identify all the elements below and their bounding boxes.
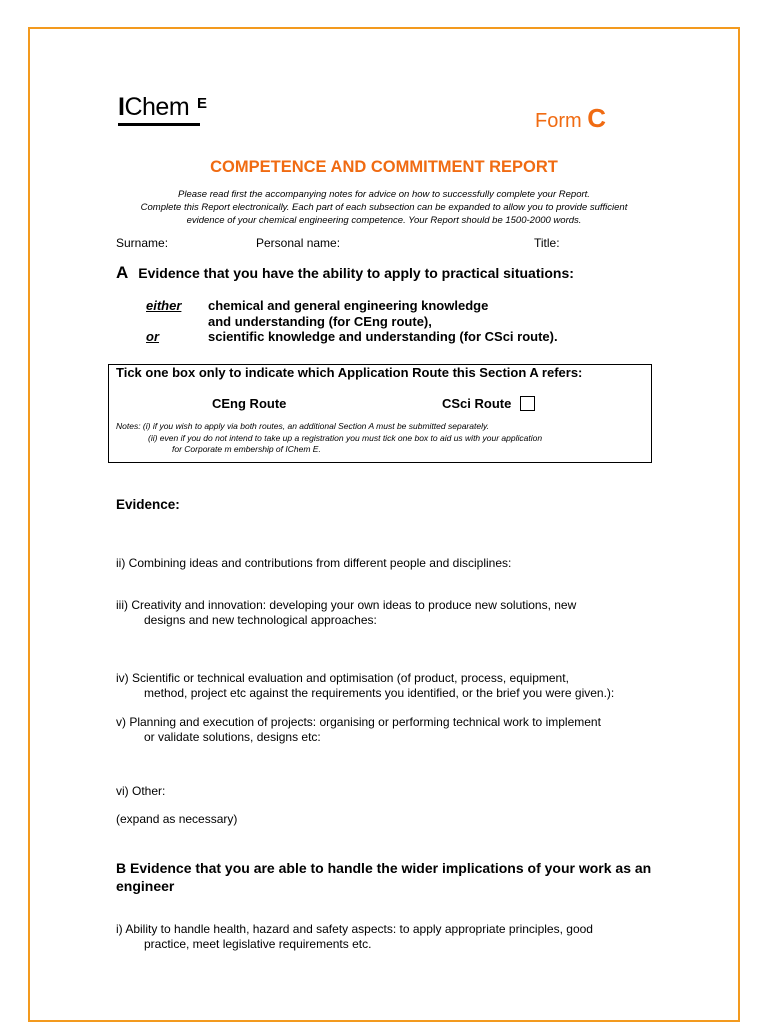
expand-note: (expand as necessary)	[116, 812, 238, 826]
ceng-route-label[interactable]: CEng Route	[212, 396, 287, 411]
route-instruction: Tick one box only to indicate which Application Route this Section A refers:	[116, 365, 583, 380]
or-line: scientific knowledge and understanding (for CSci route).	[208, 329, 558, 344]
evidence-item-text: vi) Other:	[116, 784, 166, 798]
icheme-logo	[118, 92, 207, 122]
intro-text	[100, 188, 668, 227]
note-2: (ii) even if you do not intend to take up a registration you must tick one box to aid us with your application	[148, 433, 543, 443]
form-label	[535, 103, 606, 134]
csci-route-checkbox[interactable]	[520, 396, 535, 411]
title-field[interactable]: Title:	[534, 236, 560, 250]
section-a-heading	[116, 263, 574, 283]
evidence-item-text: ii) Combining ideas and contributions from different people and disciplines:	[116, 556, 512, 570]
surname-field[interactable]: Surname:	[116, 236, 169, 250]
report-title: COMPETENCE AND COMMITMENT REPORT	[210, 158, 558, 176]
evidence-item-text: iv) Scientific or technical evaluation and optimisation (of product, process, equipment,	[116, 671, 569, 685]
evidence-item-text: iii) Creativity and innovation: developing your own ideas to produce new solutions, new	[116, 598, 577, 612]
evidence-item[interactable]	[116, 556, 636, 571]
csci-route-label[interactable]: CSci Route	[442, 396, 512, 411]
evidence-item-continuation: method, project etc against the requirements you identified, or the brief you were given.):	[144, 686, 615, 700]
evidence-item[interactable]	[116, 784, 636, 799]
or-word: or	[146, 329, 159, 344]
either-label	[146, 298, 181, 313]
logo-underline	[118, 123, 200, 126]
section-b-item-continuation: practice, meet legislative requirements etc.	[144, 937, 372, 951]
note-3: for Corporate m embership of IChem E.	[172, 444, 321, 454]
form-word: Form	[535, 110, 582, 132]
evidence-item[interactable]	[116, 671, 636, 701]
section-b-heading: B Evidence that you are able to handle the wider implications of your work as an engineer	[116, 860, 652, 894]
evidence-item[interactable]	[116, 715, 636, 745]
section-a-title: Evidence that you have the ability to apply to practical situations:	[138, 265, 574, 281]
evidence-item[interactable]	[116, 598, 636, 628]
evidence-item-text: v) Planning and execution of projects: organising or performing technical work to implement	[116, 715, 601, 729]
either-line-2: and understanding (for CEng route),	[208, 314, 432, 329]
intro-line: Please read first the accompanying notes for advice on how to successfully complete your Report.	[178, 189, 590, 200]
either-word: either	[146, 298, 182, 313]
or-label	[146, 329, 159, 344]
personal-name-field[interactable]: Personal name:	[256, 236, 341, 250]
form-letter: C	[587, 103, 607, 133]
logo-chem: Chem	[124, 93, 190, 121]
logo-sup: E	[197, 95, 207, 112]
section-b-item-text: i) Ability to handle health, hazard and safety aspects: to apply appropriate principles, good	[116, 922, 593, 936]
either-line-1: chemical and general engineering knowledge	[208, 298, 489, 313]
evidence-item-continuation: or validate solutions, designs etc:	[144, 730, 321, 744]
logo-i: I	[118, 93, 125, 121]
section-b-item[interactable]	[116, 922, 636, 952]
section-a-letter: A	[116, 263, 129, 282]
evidence-item-continuation: designs and new technological approaches:	[144, 613, 377, 627]
note-1: Notes: (i) if you wish to apply via both routes, an additional Section A must be submitted separately.	[116, 421, 489, 431]
intro-line: Complete this Report electronically. Each part of each subsection can be expanded to allow you to provide sufficient	[140, 202, 628, 213]
evidence-heading: Evidence:	[116, 497, 180, 512]
intro-line: evidence of your chemical engineering competence. Your Report should be 1500-2000 words.	[186, 215, 582, 226]
